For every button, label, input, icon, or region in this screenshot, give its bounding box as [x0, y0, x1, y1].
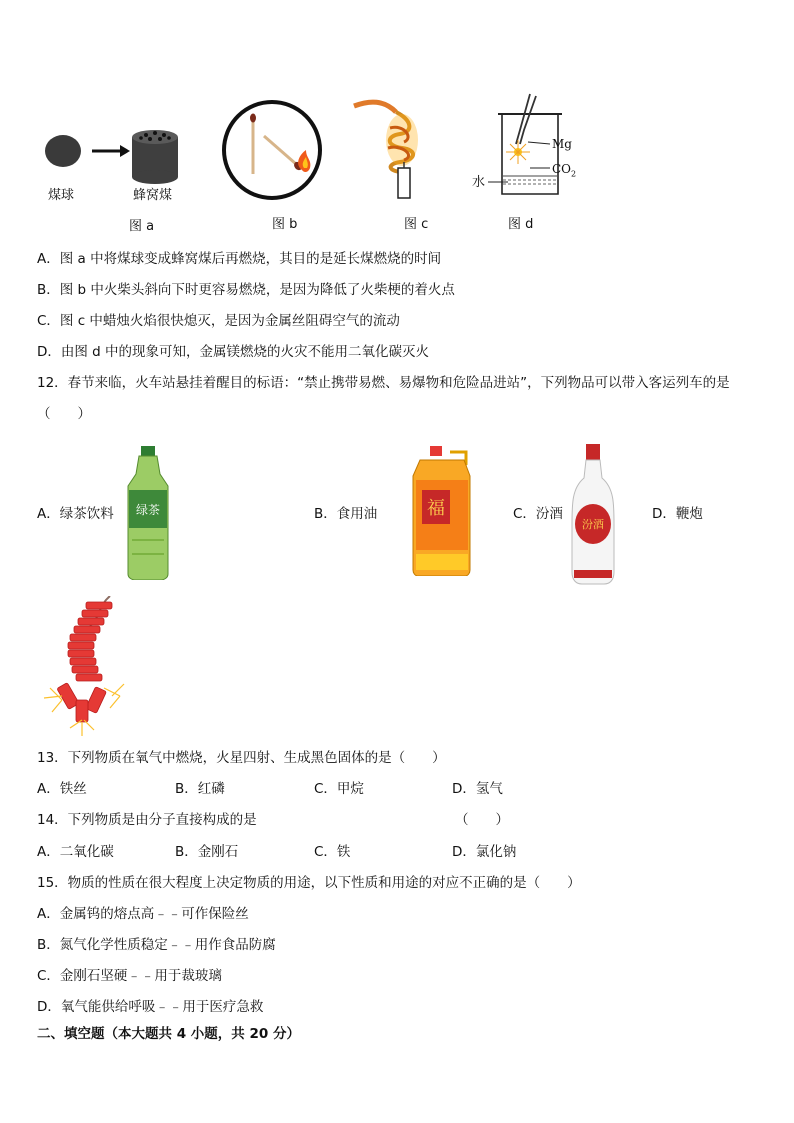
- matches-diagram: [220, 98, 325, 203]
- q14-answer-paren: （ ）: [455, 812, 509, 828]
- q11-option-b[interactable]: B．图 b 中火柴头斜向下时更容易燃烧，是因为降低了火柴梗的着火点: [37, 282, 455, 298]
- coal-ball-label: 煤球: [48, 188, 75, 203]
- coal-ball-shape: [45, 135, 81, 167]
- q12-answer-paren: （ ）: [37, 406, 91, 422]
- q15-stem: 15．物质的性质在很大程度上决定物质的用途，以下性质和用途的对应不正确的是（ ）: [37, 875, 581, 891]
- figure-c-caption: 图 c: [404, 217, 429, 232]
- q14-option-d[interactable]: D．氯化钠: [452, 844, 517, 860]
- q13-option-a[interactable]: A．铁丝: [37, 781, 87, 797]
- co2-label: $CO_2$: [552, 162, 577, 179]
- q13-option-c[interactable]: C．甲烷: [314, 781, 364, 797]
- q15-option-c[interactable]: C．金刚石坚硬﹣﹣用于裁玻璃: [37, 968, 222, 984]
- q13-option-b[interactable]: B．红磷: [175, 781, 225, 797]
- figure-d-caption: 图 d: [508, 217, 534, 232]
- q14-option-c[interactable]: C．铁: [314, 844, 351, 860]
- fen-liquor-bottle-image: [570, 444, 616, 586]
- svg-text:绿茶: 绿茶: [135, 503, 161, 517]
- q13-stem: 13．下列物质在氧气中燃烧，火星四射、生成黑色固体的是（ ）: [37, 750, 446, 766]
- mg-label: Mg: [552, 137, 572, 151]
- q15-option-b[interactable]: B．氮气化学性质稳定﹣﹣用作食品防腐: [37, 937, 276, 953]
- q12-option-b[interactable]: B．食用油: [314, 506, 378, 522]
- tongs-icon: [516, 94, 536, 144]
- candle-coil-diagram: [352, 98, 432, 200]
- honeycomb-coal-shape: [132, 130, 178, 184]
- section-2-heading: 二、填空题（本大题共 4 小题，共 20 分）: [37, 1026, 300, 1042]
- q14-stem: 14．下列物质是由分子直接构成的是: [37, 812, 257, 828]
- q12-option-c[interactable]: C．汾酒: [513, 506, 563, 522]
- q11-option-a[interactable]: A．图 a 中将煤球变成蜂窝煤后再燃烧，其目的是延长煤燃烧的时间: [37, 251, 442, 267]
- figure-b-caption: 图 b: [272, 217, 298, 232]
- cooking-oil-bottle-image: [410, 446, 474, 576]
- metal-coil-icon: [386, 112, 418, 172]
- burning-magnesium-icon: [506, 140, 530, 164]
- q14-option-b[interactable]: B．金刚石: [175, 844, 239, 860]
- svg-text:汾酒: 汾酒: [582, 518, 604, 531]
- firecrackers-image: [40, 596, 132, 740]
- q12-stem: 12．春节来临，火车站悬挂着醒目的标语：“禁止携带易燃、易爆物和危险品进站”，下列物品可以带入客运列车的是: [37, 375, 730, 391]
- q13-option-d[interactable]: D．氢气: [452, 781, 503, 797]
- q11-option-c[interactable]: C．图 c 中蜡烛火焰很快熄灭，是因为金属丝阻碍空气的流动: [37, 313, 400, 329]
- green-tea-bottle-image: [124, 446, 172, 580]
- water-label: 水: [472, 175, 486, 190]
- candle-icon: [398, 162, 410, 198]
- honeycomb-coal-label: 蜂窝煤: [133, 188, 173, 203]
- q12-option-d[interactable]: D．鞭炮: [652, 506, 703, 522]
- q14-option-a[interactable]: A．二氧化碳: [37, 844, 114, 860]
- svg-text:福: 福: [427, 498, 445, 519]
- q11-option-d[interactable]: D．由图 d 中的现象可知，金属镁燃烧的火灾不能用二氧化碳灭火: [37, 344, 430, 360]
- figure-a-caption: 图 a: [129, 219, 155, 234]
- q12-option-a[interactable]: A．绿茶饮料: [37, 506, 114, 522]
- arrow-right-icon: [120, 145, 130, 157]
- q15-option-d[interactable]: D．氧气能供给呼吸﹣﹣用于医疗急救: [37, 999, 264, 1015]
- q15-option-a[interactable]: A．金属钨的熔点高﹣﹣可作保险丝: [37, 906, 249, 922]
